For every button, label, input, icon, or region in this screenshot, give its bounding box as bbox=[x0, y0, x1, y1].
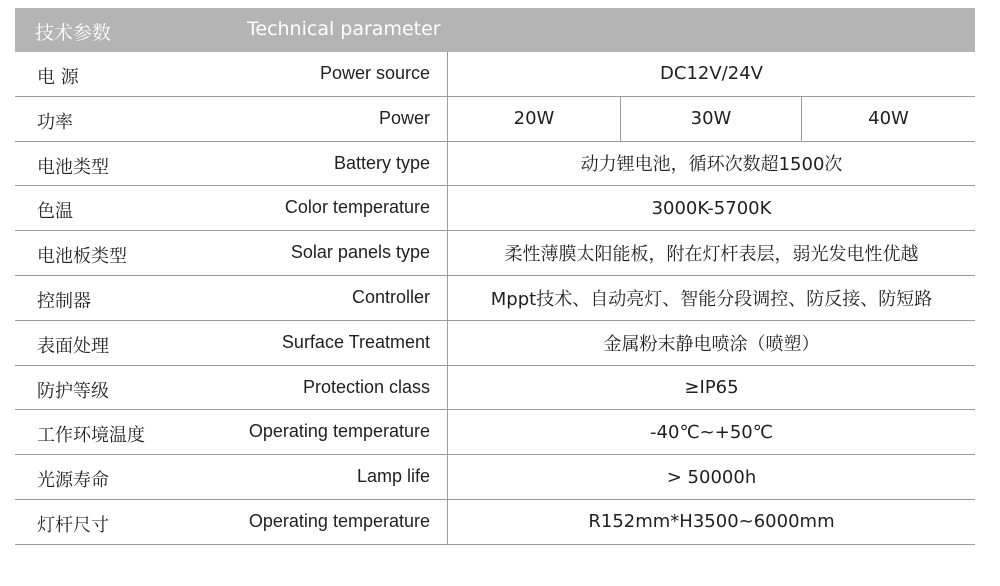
row-label-en: Power bbox=[378, 107, 430, 128]
power-option-40w: 40W bbox=[801, 97, 975, 141]
row-label-en: Controller bbox=[351, 286, 430, 307]
row-value: R152mm*H3500~6000mm bbox=[447, 500, 975, 544]
row-value: 动力锂电池，循环次数超1500次 bbox=[447, 142, 975, 186]
row-value: 3000K-5700K bbox=[447, 186, 975, 230]
row-label-en: Lamp life bbox=[356, 466, 430, 487]
table-row bbox=[15, 321, 975, 366]
table-row bbox=[15, 231, 975, 276]
power-option-20w: 20W bbox=[513, 108, 555, 130]
row-label-cn: 控制器 bbox=[37, 290, 91, 312]
row-label-en: Battery type bbox=[333, 152, 430, 173]
table-row bbox=[15, 410, 975, 455]
row-label-cn: 灯杆尺寸 bbox=[37, 514, 109, 536]
row-label-cn: 光源寿命 bbox=[37, 470, 109, 492]
row-label-cn: 表面处理 bbox=[37, 335, 109, 357]
row-value: 金属粉末静电喷涂（喷塑） bbox=[447, 321, 975, 365]
table-row bbox=[15, 276, 975, 321]
table-header bbox=[15, 8, 975, 52]
header-en: Technical parameter bbox=[247, 18, 441, 40]
power-option-30w: 30W bbox=[620, 97, 801, 141]
row-value bbox=[447, 97, 975, 141]
table-row bbox=[15, 455, 975, 500]
row-label-cn: 电 源 bbox=[37, 67, 79, 88]
row-value: 柔性薄膜太阳能板，附在灯杆表层，弱光发电性优越 bbox=[447, 231, 975, 275]
row-label-en: Solar panels type bbox=[290, 242, 430, 263]
row-value: ≥IP65 bbox=[447, 366, 975, 410]
row-label-cn: 防护等级 bbox=[37, 380, 109, 402]
row-label-en: Operating temperature bbox=[248, 510, 430, 531]
table-row bbox=[15, 52, 975, 97]
spec-table bbox=[15, 8, 975, 545]
row-value: > 50000h bbox=[447, 455, 975, 499]
table-row bbox=[15, 500, 975, 545]
table-row bbox=[15, 97, 975, 142]
row-value: Mppt技术、自动亮灯、智能分段调控、防反接、防短路 bbox=[447, 276, 975, 320]
row-label-cn: 工作环境温度 bbox=[37, 425, 145, 447]
row-label-cn: 电池类型 bbox=[37, 156, 109, 178]
row-label-en: Operating temperature bbox=[248, 421, 430, 442]
row-label-en: Protection class bbox=[302, 376, 430, 397]
table-row bbox=[15, 186, 975, 231]
row-label-cn: 电池板类型 bbox=[37, 246, 127, 268]
table-row bbox=[15, 142, 975, 187]
header-cn: 技术参数 bbox=[35, 22, 112, 44]
row-label-en: Color temperature bbox=[284, 197, 430, 218]
row-value: DC12V/24V bbox=[447, 52, 975, 96]
row-label-en: Power source bbox=[319, 63, 430, 83]
row-label-en: Surface Treatment bbox=[281, 331, 430, 352]
row-label-cn: 色温 bbox=[37, 201, 73, 223]
row-value: -40℃~+50℃ bbox=[447, 410, 975, 454]
row-label-cn: 功率 bbox=[37, 111, 73, 133]
table-row bbox=[15, 366, 975, 411]
